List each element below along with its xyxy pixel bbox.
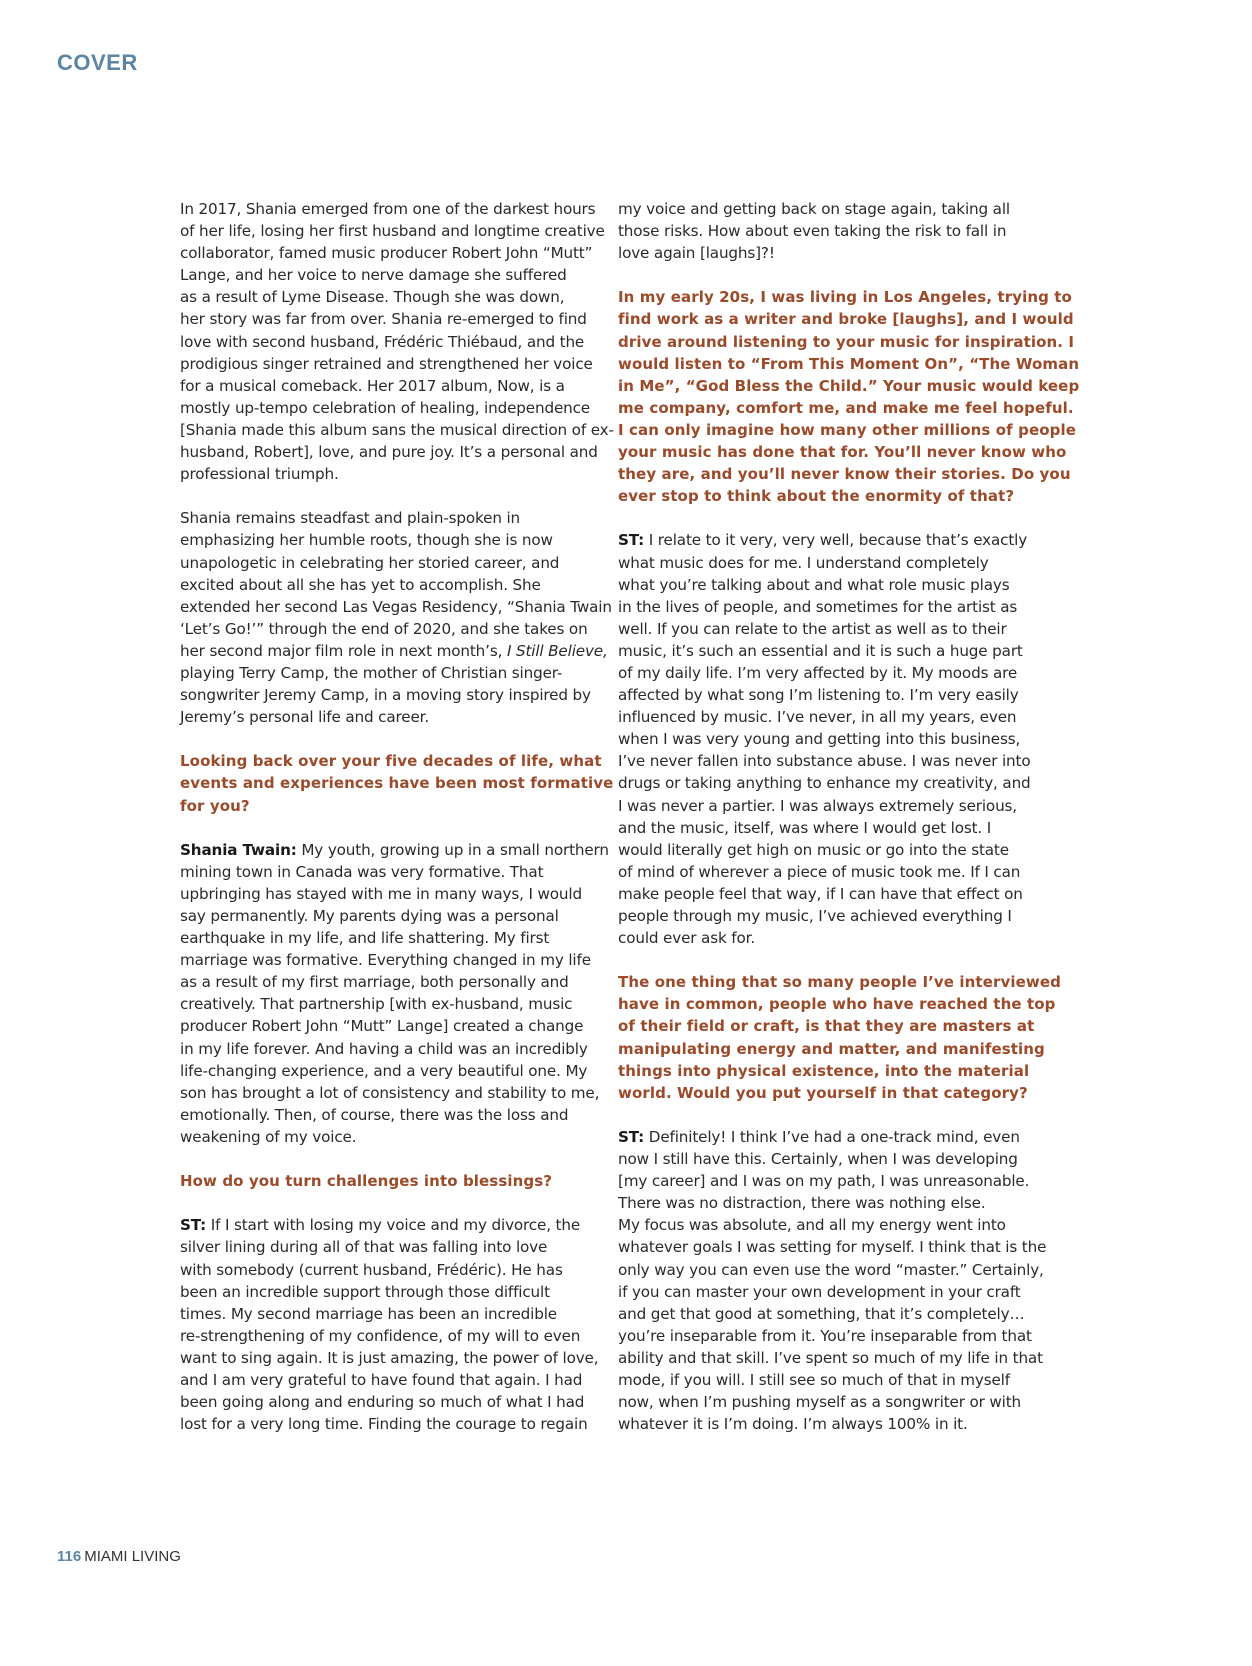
answer-1	[180, 839, 609, 1148]
text-line: weakening of my voice.	[180, 1127, 357, 1146]
text-line: mode, if you will. I still see so much of that in myself	[618, 1370, 1010, 1389]
text-line: creatively. That partnership [with ex-husband, music	[180, 995, 573, 1014]
text-line: of their field or craft, is that they are masters at	[618, 1017, 1035, 1036]
text-line: I can only imagine how many other millions of people	[618, 420, 1076, 439]
text-line: excited about all she has yet to accomplish. She	[180, 575, 541, 594]
text-line: The one thing that so many people I’ve interviewed	[618, 973, 1061, 992]
answer-2-continued	[618, 198, 1036, 264]
intro-2-lines-b	[180, 662, 598, 728]
text-line: love with second husband, Frédéric Thiébaud, and the	[180, 332, 585, 351]
text-line: upbringing has stayed with me in many ways, I would	[180, 884, 582, 903]
text-line: In my early 20s, I was living in Los Angeles, trying to	[618, 288, 1072, 307]
text-line: re-strengthening of my confidence, of my will to even	[180, 1326, 581, 1345]
text-line: [Shania made this album sans the musical direction of ex-	[180, 420, 614, 439]
speaker-label: ST:	[618, 1127, 645, 1146]
text-line: people through my music, I’ve achieved everything I	[618, 907, 1012, 925]
page-footer	[57, 1548, 181, 1565]
answer-1-lines	[180, 861, 598, 1148]
text-line: ‘Let’s Go!’” through the end of 2020, and she takes on	[180, 619, 588, 638]
text-line: producer Robert John “Mutt” Lange] created a change	[180, 1017, 584, 1036]
text-line: would listen to “From This Moment On”, “The Woman	[618, 354, 1080, 373]
question-1	[180, 750, 614, 816]
question-3	[618, 286, 1080, 507]
text-line: influenced by music. I’ve never, in all my years, even	[618, 708, 1017, 727]
text-line: of mind of wherever a piece of music took me. If I can	[618, 862, 1021, 881]
answer-4-first-text: Definitely! I think I’ve had a one-track mind, even	[644, 1127, 1020, 1146]
text-line: things into physical existence, into the material	[618, 1061, 1030, 1080]
text-line: those risks. How about even taking the risk to fall in	[618, 222, 1007, 241]
text-line: could ever ask for.	[618, 929, 756, 948]
answer-2	[180, 1214, 598, 1435]
text-line: mostly up-tempo celebration of healing, independence	[180, 398, 591, 417]
text-line: in my life forever. And having a child was an incredibly	[180, 1039, 588, 1058]
text-line: if you can master your own development in your craft	[618, 1282, 1021, 1301]
text-line: my voice and getting back on stage again, taking all	[618, 200, 1010, 218]
text-line: unapologetic in celebrating her storied career, and	[180, 553, 560, 572]
answer-1-first-text: My youth, growing up in a small northern	[296, 840, 609, 859]
text-line: manipulating energy and matter, and manifesting	[618, 1039, 1045, 1058]
text-line: extended her second Las Vegas Residency, “Shania Twain	[180, 597, 612, 616]
answer-4	[618, 1126, 1047, 1435]
text-line: ever stop to think about the enormity of that?	[618, 487, 1015, 506]
answer-3-first-text: I relate to it very, very well, because that’s exactly	[644, 531, 1028, 550]
text-line: they are, and you’ll never know their stories. Do you	[618, 465, 1071, 484]
text-line: whatever it is I’m doing. I’m always 100% in it.	[618, 1415, 968, 1434]
text-line: as a result of Lyme Disease. Though she was down,	[180, 288, 565, 307]
answer-3-first-line	[618, 529, 1036, 551]
section-label: COVER	[57, 50, 138, 75]
text-line: you’re inseparable from it. You’re inseparable from that	[618, 1326, 1032, 1345]
text-line: only way you can even use the word “master.” Certainly,	[618, 1260, 1044, 1279]
text-line: have in common, people who have reached the top	[618, 995, 1056, 1014]
text-line: marriage was formative. Everything changed in my life	[180, 951, 591, 970]
text-line: now, when I’m pushing myself as a songwriter or with	[618, 1393, 1022, 1412]
intro-2-line-text: her second major film role in next month’s,	[180, 641, 507, 660]
text-line: in the lives of people, and sometimes for the artist as	[618, 597, 1018, 616]
intro-paragraph-2	[180, 507, 612, 728]
text-line: and get that good at something, that it’s completely…	[618, 1304, 1025, 1323]
question-4	[618, 971, 1061, 1104]
text-line: of her life, losing her first husband and longtime creative	[180, 222, 605, 241]
text-line: been going along and enduring so much of what I had	[180, 1393, 585, 1412]
text-line: her story was far from over. Shania re-emerged to find	[180, 310, 587, 329]
answer-3-lines	[618, 552, 1036, 950]
answer-4-first-line	[618, 1126, 1036, 1148]
page-number: 116	[57, 1548, 82, 1565]
text-line: Jeremy’s personal life and career.	[180, 708, 430, 727]
text-line: with somebody (current husband, Frédéric). He has	[180, 1260, 563, 1279]
text-line: and the music, itself, was where I would get lost. I	[618, 818, 992, 837]
text-line: ability and that skill. I’ve spent so much of my life in that	[618, 1348, 1043, 1367]
text-line: life-changing experience, and a very beautiful one. My	[180, 1061, 588, 1080]
film-title: I Still Believe,	[506, 641, 608, 660]
text-line: for you?	[180, 796, 250, 815]
answer-4-lines	[618, 1148, 1047, 1435]
text-line: prodigious singer retrained and strengthened her voice	[180, 354, 593, 373]
text-line: world. Would you put yourself in that category?	[618, 1083, 1028, 1102]
text-line: your music has done that for. You’ll never know who	[618, 443, 1067, 462]
text-line: would literally get high on music or go into the state	[618, 840, 1009, 859]
text-line: My focus was absolute, and all my energy went into	[618, 1216, 1006, 1235]
speaker-label: ST:	[618, 531, 645, 550]
text-line: now I still have this. Certainly, when I was developing	[618, 1150, 1018, 1169]
text-line: for a musical comeback. Her 2017 album, Now, is a	[180, 376, 565, 395]
text-line: of my daily life. I’m very affected by it. My moods are	[618, 663, 1018, 682]
text-line: whatever goals I was setting for myself. I think that is the	[618, 1238, 1047, 1257]
text-line: emphasizing her humble roots, though she is now	[180, 531, 553, 550]
text-line: husband, Robert], love, and pure joy. It’s a personal and	[180, 443, 598, 462]
answer-2-lines	[180, 1236, 598, 1435]
answer-3	[618, 529, 1036, 949]
intro-2-lines-a	[180, 507, 612, 640]
text-line: Lange, and her voice to nerve damage she suffered	[180, 266, 567, 285]
text-line: How do you turn challenges into blessings?	[180, 1172, 553, 1191]
text-line: professional triumph.	[180, 465, 339, 484]
text-line: Looking back over your five decades of life, what	[180, 752, 602, 771]
text-line: songwriter Jeremy Camp, in a moving story inspired by	[180, 686, 591, 705]
text-line: as a result of my first marriage, both personally and	[180, 973, 569, 992]
text-line: times. My second marriage has been an incredible	[180, 1304, 557, 1323]
text-line: been an incredible support through those difficult	[180, 1282, 550, 1301]
text-line: find work as a writer and broke [laughs], and I would	[618, 310, 1074, 329]
text-line: earthquake in my life, and life shattering. My first	[180, 929, 550, 948]
text-line: I was never a partier. I was always extremely serious,	[618, 796, 1017, 815]
text-line: There was no distraction, there was nothing else.	[618, 1194, 986, 1213]
text-line: emotionally. Then, of course, there was the loss and	[180, 1105, 569, 1124]
text-line: [my career] and I was on my path, I was unreasonable.	[618, 1172, 1030, 1191]
right-column	[618, 198, 1080, 1457]
intro-2-italic-line	[180, 640, 608, 662]
text-line: when I was very young and getting into this business,	[618, 730, 1021, 749]
text-line: drive around listening to your music for inspiration. I	[618, 332, 1075, 351]
publication-name: MIAMI LIVING	[84, 1548, 181, 1565]
answer-2-first-text: If I start with losing my voice and my divorce, the	[206, 1216, 581, 1235]
question-2	[180, 1170, 598, 1192]
text-line: lost for a very long time. Finding the courage to regain	[180, 1415, 588, 1434]
speaker-label: Shania Twain:	[180, 840, 297, 859]
intro-paragraph-1	[180, 198, 614, 485]
speaker-label: ST:	[180, 1216, 207, 1235]
left-column	[180, 198, 614, 1457]
text-line: make people feel that way, if I can have that effect on	[618, 884, 1023, 903]
text-line: drugs or taking anything to enhance my creativity, and	[618, 774, 1031, 793]
text-line: Shania remains steadfast and plain-spoken in	[180, 509, 521, 528]
text-line: events and experiences have been most formative	[180, 774, 614, 793]
text-line: what music does for me. I understand completely	[618, 553, 989, 572]
text-line: collaborator, famed music producer Robert John “Mutt”	[180, 244, 593, 263]
text-line: what you’re talking about and what role music plays	[618, 575, 1010, 594]
text-line: in Me”, “God Bless the Child.” Your music would keep	[618, 376, 1080, 395]
text-line: well. If you can relate to the artist as well as to their	[618, 619, 1007, 638]
answer-2-first-line	[180, 1214, 598, 1236]
text-line: love again [laughs]?!	[618, 244, 775, 263]
text-line: playing Terry Camp, the mother of Christian singer-	[180, 663, 563, 682]
text-line: affected by what song I’m listening to. I’m very easily	[618, 686, 1019, 705]
text-line: son has brought a lot of consistency and stability to me,	[180, 1083, 600, 1102]
text-line: me company, comfort me, and make me feel hopeful.	[618, 398, 1074, 417]
text-line: say permanently. My parents dying was a personal	[180, 907, 559, 925]
text-line: music, it’s such an essential and it is such a huge part	[618, 641, 1023, 660]
answer-1-first-line	[180, 839, 609, 861]
text-line: mining town in Canada was very formative. That	[180, 862, 544, 881]
text-line: I’ve never fallen into substance abuse. I was never into	[618, 752, 1031, 771]
text-line: In 2017, Shania emerged from one of the darkest hours	[180, 200, 596, 218]
text-line: silver lining during all of that was falling into love	[180, 1238, 548, 1257]
text-line: and I am very grateful to have found that again. I had	[180, 1370, 583, 1389]
text-line: want to sing again. It is just amazing, the power of love,	[180, 1348, 599, 1367]
